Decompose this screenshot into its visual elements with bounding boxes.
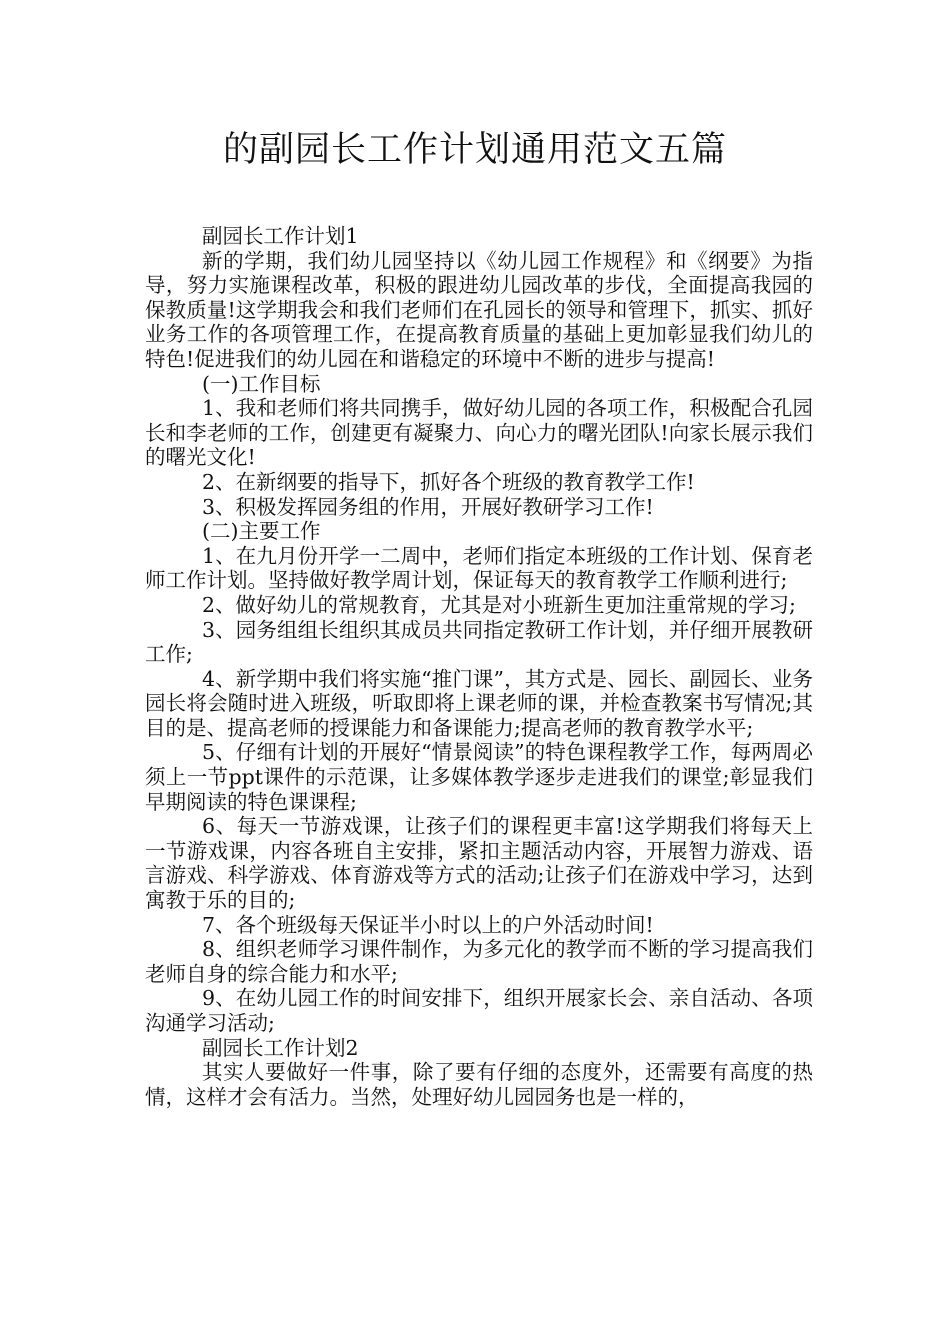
section-heading-plan-1: 副园长工作计划1	[202, 224, 359, 248]
work-item-6: 6、每天一节游戏课，让孩子们的课程更丰富!这学期我们将每天上一节游戏课，内容各班自主安排，紧扣主题活动内容，开展智力游戏、语言游戏、科学游戏、体育游戏等方式的活动;让孩子们在游戏中学习，达到寓教于乐的目的;	[145, 814, 813, 913]
document-title: 的副园长工作计划通用范文五篇	[222, 130, 727, 170]
work-item-9: 9、在幼儿园工作的时间安排下，组织开展家长会、亲自活动、各项沟通学习活动;	[145, 986, 813, 1035]
subheading-main-work: (二)主要工作	[202, 519, 321, 544]
work-item-5: 5、仔细有计划的开展好“情景阅读”的特色课程教学工作，每两周必须上一节ppt课件的示范课，让多媒体教学逐步走进我们的课堂;彰显我们早期阅读的特色课课程;	[145, 740, 813, 814]
work-item-8: 8、组织老师学习课件制作，为多元化的教学而不断的学习提高我们老师自身的综合能力和水平;	[145, 937, 813, 986]
section-heading-plan-2: 副园长工作计划2	[202, 1035, 359, 1060]
goal-item-3: 3、积极发挥园务组的作用，开展好教研学习工作!	[202, 494, 654, 519]
paragraph-plan-2-intro: 其实人要做好一件事，除了要有仔细的态度外，还需要有高度的热情，这样才会有活力。当然，处理好幼儿园园务也是一样的，	[145, 1060, 813, 1109]
work-item-4: 4、新学期中我们将实施“推门课”，其方式是、园长、副园长、业务园长将会随时进入班级，听取即将上课老师的课，并检查教案书写情况;其目的是、提高老师的授课能力和备课能力;提高老师的教育教学水平;	[145, 666, 813, 740]
goal-item-2: 2、在新纲要的指导下，抓好各个班级的教育教学工作!	[202, 469, 695, 494]
document-body	[145, 224, 813, 1109]
work-item-3: 3、园务组组长组织其成员共同指定教研工作计划，并仔细开展教研工作;	[145, 617, 813, 667]
work-item-2: 2、做好幼儿的常规教育，尤其是对小班新生更加注重常规的学习;	[202, 592, 796, 617]
goal-item-1: 1、我和老师们将共同携手，做好幼儿园的各项工作，积极配合孔园长和李老师的工作，创建更有凝聚力、向心力的曙光团队!向家长展示我们的曙光文化!	[145, 396, 813, 470]
work-item-1: 1、在九月份开学一二周中，老师们指定本班级的工作计划、保育老师工作计划。坚持做好教学周计划，保证每天的教育教学工作顺利进行;	[145, 543, 813, 593]
subheading-work-goals: (一)工作目标	[202, 371, 321, 396]
work-item-7: 7、各个班级每天保证半小时以上的户外活动时间!	[202, 912, 654, 937]
paragraph-intro: 新的学期，我们幼儿园坚持以《幼儿园工作规程》和《纲要》为指导，努力实施课程改革，积极的跟进幼儿园改革的步伐，全面提高我园的保教质量!这学期我会和我们老师们在孔园长的领导和管理下，抓实、抓好业务工作的各项管理工作，在提高教育质量的基础上更加彰显我们幼儿的特色!促进我们的幼儿园在和谐稳定的环境中不断的进步与提高!	[145, 248, 813, 371]
